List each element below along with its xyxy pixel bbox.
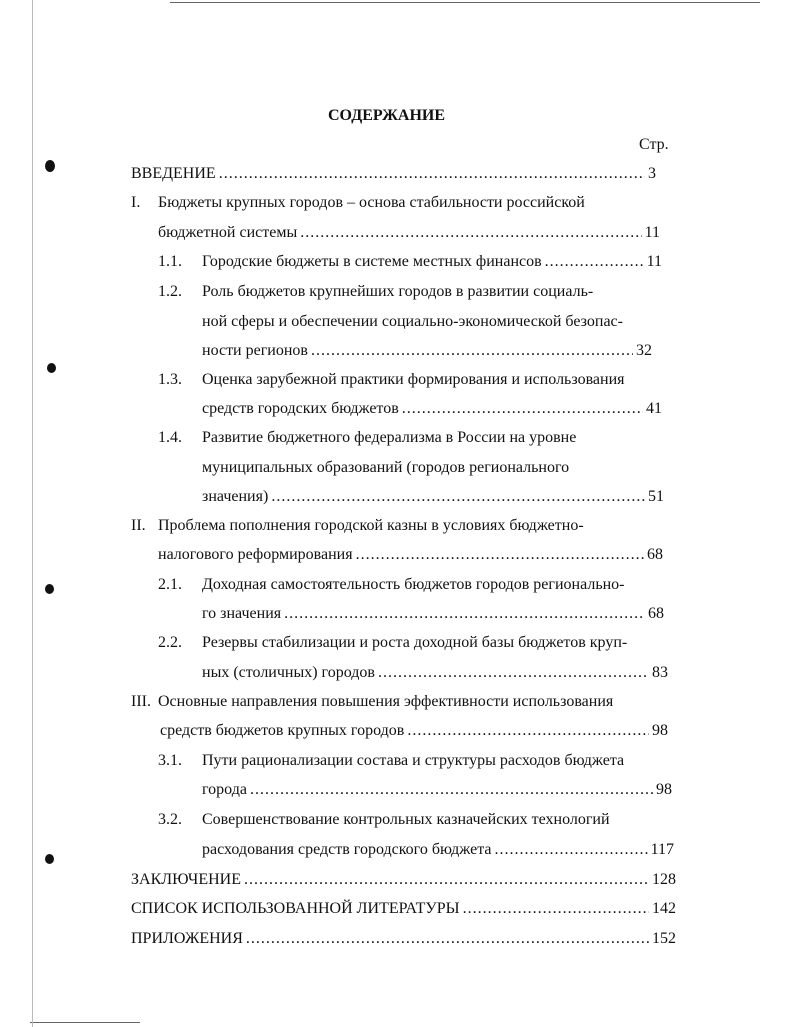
dot-leader [407, 721, 649, 741]
dot-leader [545, 252, 644, 272]
toc-entry-1-4-line2: муниципальных образований (городов регионального [202, 459, 570, 476]
entry-text: средств бюджетов крупных городов [160, 722, 405, 739]
toc-entry-1-3-prefix: 1.3. [158, 371, 182, 388]
dot-leader [495, 840, 648, 860]
toc-entry-appendices [131, 929, 676, 949]
entry-text: ПРИЛОЖЕНИЯ [131, 930, 243, 947]
entry-page: 11 [644, 224, 660, 241]
toc-entry-chapter-2-line1: Проблема пополнения городской казны в условиях бюджетно- [158, 517, 584, 534]
entry-text: ВВЕДЕНИЕ [131, 165, 216, 182]
dot-leader [284, 604, 645, 624]
toc-entry-2-2-line2 [202, 663, 668, 683]
entry-page: 142 [652, 900, 676, 917]
entry-page: 98 [652, 722, 668, 739]
dot-leader [244, 870, 649, 890]
dot-leader [219, 164, 645, 184]
punch-mark-2 [47, 363, 56, 373]
punch-mark-1 [45, 160, 55, 172]
entry-page: 152 [652, 930, 676, 947]
dot-leader [311, 341, 633, 361]
toc-entry-conclusion [131, 870, 676, 890]
toc-entry-1-2-line1: Роль бюджетов крупнейших городов в развитии социаль- [202, 283, 594, 300]
dot-leader [356, 545, 644, 565]
entry-text: Городские бюджеты в системе местных финансов [202, 253, 542, 270]
dot-leader [250, 780, 653, 800]
toc-entry-2-1-line2 [202, 604, 664, 624]
top-scan-line [170, 2, 760, 3]
entry-text: города [202, 781, 247, 798]
toc-entry-chapter-3-line2 [160, 721, 668, 741]
entry-text: ности регионов [202, 342, 308, 359]
toc-entry-2-1-prefix: 2.1. [158, 576, 182, 593]
toc-entry-chapter-2-line2 [158, 545, 663, 565]
toc-entry-1-4-line3 [202, 487, 664, 507]
entry-page: 41 [646, 400, 662, 417]
entry-text: бюджетной системы [158, 224, 298, 241]
entry-text: СПИСОК ИСПОЛЬЗОВАННОЙ ЛИТЕРАТУРЫ [131, 900, 460, 917]
toc-entry-3-1-line2 [202, 780, 672, 800]
entry-text: расходования средств городского бюджета [202, 841, 492, 858]
dot-leader [402, 399, 643, 419]
toc-entry-1-2-line2: ной сферы и обеспечении социально-экономической безопас- [202, 313, 623, 330]
dot-leader [300, 223, 641, 243]
toc-entry-chapter-2-prefix: II. [131, 517, 146, 534]
toc-entry-3-1-line1: Пути рационализации состава и структуры расходов бюджета [202, 752, 625, 769]
toc-entry-2-2-prefix: 2.2. [158, 634, 182, 651]
toc-entry-2-1-line1: Доходная самостоятельность бюджетов городов регионально- [202, 576, 625, 593]
toc-entry-chapter-1-prefix: I. [131, 194, 141, 211]
dot-leader [271, 487, 645, 507]
toc-entry-3-2-line2 [202, 840, 674, 860]
toc-entry-chapter-3-line1: Основные направления повышения эффективности использования [158, 693, 614, 710]
dot-leader [463, 899, 649, 919]
entry-page: 3 [648, 165, 656, 182]
punch-mark-3 [45, 584, 54, 594]
toc-entry-chapter-3-prefix: III. [131, 693, 151, 710]
dot-leader [246, 929, 649, 949]
left-scan-edge [32, 0, 33, 1027]
toc-entry-bibliography [131, 899, 676, 919]
toc-entry-2-2-line1: Резервы стабилизации и роста доходной базы бюджетов круп- [202, 634, 628, 651]
toc-entry-introduction [131, 164, 656, 184]
page-column-label: Стр. [639, 136, 669, 153]
toc-entry-1-3-line2 [202, 399, 662, 419]
toc-entry-3-2-prefix: 3.2. [158, 811, 182, 828]
entry-page: 11 [646, 253, 662, 270]
entry-page: 98 [656, 781, 672, 798]
punch-mark-4 [45, 854, 54, 864]
entry-text: средств городских бюджетов [202, 400, 399, 417]
toc-entry-1-2-prefix: 1.2. [158, 283, 182, 300]
entry-text: ных (столичных) городов [202, 664, 375, 681]
entry-text: значения) [202, 488, 269, 505]
toc-entry-1-4-line1: Развитие бюджетного федерализма в России на уровне [202, 429, 577, 446]
entry-text: налогового реформирования [158, 546, 353, 563]
entry-page: 128 [652, 871, 676, 888]
toc-title: СОДЕРЖАНИЕ [328, 107, 446, 124]
toc-entry-1-1-prefix: 1.1. [158, 253, 182, 270]
entry-page: 117 [650, 841, 674, 858]
toc-entry-1-4-prefix: 1.4. [158, 429, 182, 446]
toc-entry-1-2-line3 [202, 341, 652, 361]
toc-entry-3-1-prefix: 3.1. [158, 752, 182, 769]
entry-page: 83 [652, 664, 668, 681]
toc-entry-3-2-line1: Совершенствование контрольных казначейских технологий [202, 811, 610, 828]
entry-text: ЗАКЛЮЧЕНИЕ [131, 871, 241, 888]
toc-entry-chapter-1-line2 [158, 223, 660, 243]
entry-text: го значения [202, 605, 282, 622]
toc-entry-1-1 [202, 252, 662, 272]
entry-page: 32 [636, 342, 652, 359]
bottom-scan-line [30, 1022, 140, 1023]
entry-page: 51 [648, 488, 664, 505]
entry-page: 68 [648, 605, 664, 622]
entry-page: 68 [647, 546, 663, 563]
toc-entry-1-3-line1: Оценка зарубежной практики формирования и использования [202, 371, 625, 388]
dot-leader [378, 663, 649, 683]
toc-entry-chapter-1-line1: Бюджеты крупных городов – основа стабильности российской [158, 194, 585, 211]
